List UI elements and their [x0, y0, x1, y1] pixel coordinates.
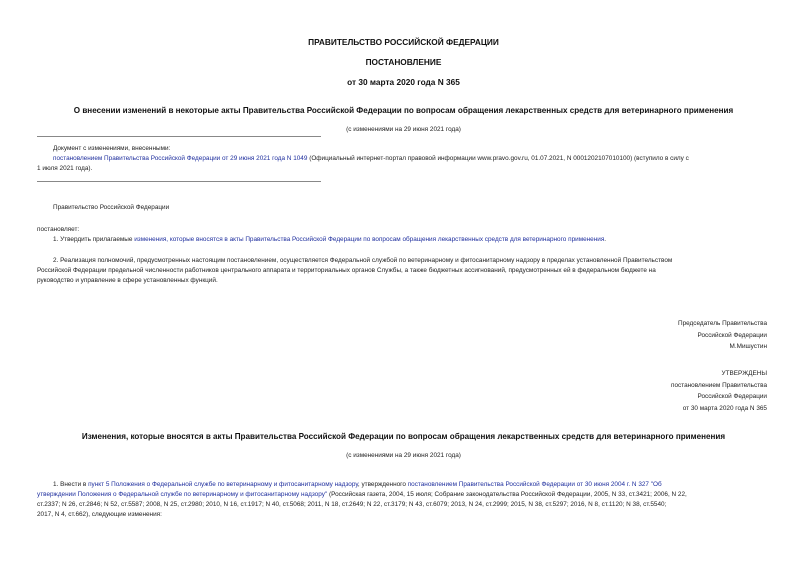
- changes-line2: 1 июля 2021 года).: [37, 165, 93, 172]
- signature-block: [678, 318, 767, 353]
- approved-by: постановлением Правительства: [671, 381, 767, 389]
- changes-top-rule: [37, 136, 321, 137]
- item-1-suffix: .: [604, 236, 607, 243]
- changes-intro: Документ с изменениями, внесенными:: [53, 145, 171, 152]
- section2-para-line4: 2017, N 4, ст.662), следующие изменения:: [37, 511, 162, 518]
- section2-para-rest: (Российская газета, 2004, 15 июля; Собрание законодательства Российской Федерации, 2005, N 33, ст.3421; 2006, N 22,: [327, 491, 687, 498]
- section2-para-line1: [53, 480, 662, 490]
- approved-block: [671, 368, 767, 414]
- government-label: Правительство Российской Федерации: [53, 204, 170, 211]
- document-title: О внесении изменений в некоторые акты Правительства Российской Федерации по вопросам обращения лекарственных средств для ветеринарного применения: [73, 106, 734, 115]
- changes-line-rest: (Официальный интернет-портал правовой информации www.pravo.gov.ru, 01.07.2021, N 0001202107010100) (вступило в силу с: [309, 155, 689, 162]
- header-doc-type: ПОСТАНОВЛЕНИЕ: [365, 57, 442, 67]
- item-2-line1: 2. Реализация полномочий, предусмотренных настоящим постановлением, осуществляется Федеральной службой по ветеринарному и фитосанитарному надзору в пределах установленной Правительством: [53, 257, 673, 264]
- section2-title: Изменения, которые вносятся в акты Правительства Российской Федерации по вопросам обращения лекарственных средств для ветеринарного применения: [81, 432, 726, 441]
- changes-line: [53, 154, 773, 164]
- approved-country: Российской Федерации: [697, 393, 767, 400]
- decides-label: постановляет:: [37, 226, 80, 233]
- section2-para-start: 1. Внести в: [53, 481, 89, 488]
- edition-note: (с изменениями на 29 июня 2021 года): [346, 126, 461, 133]
- signature-title: Председатель Правительства: [678, 320, 767, 327]
- section2-link-decree-b[interactable]: утверждении Положения о Федеральной службе по ветеринарному и фитосанитарному надзору": [37, 491, 328, 498]
- header-date-number: от 30 марта 2020 года N 365: [347, 77, 460, 87]
- changes-box: [53, 144, 773, 164]
- item-1-link[interactable]: изменения, которые вносятся в акты Правительства Российской Федерации по вопросам обращения лекарственных средств для ветеринарного применения: [134, 236, 605, 243]
- item-1-prefix: 1. Утвердить прилагаемые: [53, 236, 135, 243]
- changes-link[interactable]: постановлением Правительства Российской Федерации от 29 июня 2021 года N 1049: [53, 155, 308, 162]
- item-2-line3: руководство и управление в сфере установленных функций.: [37, 277, 218, 284]
- section2-para-mid: , утвержденного: [357, 481, 408, 488]
- section2-para-line2: [37, 490, 687, 500]
- item-2-line2: Российской Федерации предельной численности работников центрального аппарата и территориальных органов Службы, а также бюджетных ассигнований, предусмотренных ей в федеральном бюджете на: [37, 267, 656, 274]
- signature-name: М.Мишустин: [729, 343, 767, 350]
- section2-link-decree-a[interactable]: постановлением Правительства Российской Федерации от 30 июня 2004 г. N 327 "Об: [407, 481, 662, 488]
- signature-country: Российской Федерации: [697, 331, 767, 339]
- section2-para-line3: ст.2337; N 26, ст.2846; N 52, ст.5587; 2008, N 25, ст.2980; 2010, N 16, ст.1917; N 40, ст.5068; 2011, N 18, ст.2649; N 22, ст.3179; N 43, ст.6079; 2013, N 24, ст.2999; 2015, N 38, ст.5297; 2016, N 8, ст.1120; N 38, ст.5540;: [37, 501, 667, 508]
- approved-heading: УТВЕРЖДЕНЫ: [721, 370, 767, 377]
- changes-bottom-rule: [37, 181, 321, 182]
- item-1: [53, 235, 606, 245]
- section2-link-point5[interactable]: пункт 5 Положения о Федеральной службе по ветеринарному и фитосанитарному надзору: [88, 481, 358, 488]
- section2-edition: (с изменениями на 29 июня 2021 года): [346, 452, 461, 459]
- approved-date: от 30 марта 2020 года N 365: [682, 404, 767, 412]
- header-government: ПРАВИТЕЛЬСТВО РОССИЙСКОЙ ФЕДЕРАЦИИ: [308, 37, 499, 47]
